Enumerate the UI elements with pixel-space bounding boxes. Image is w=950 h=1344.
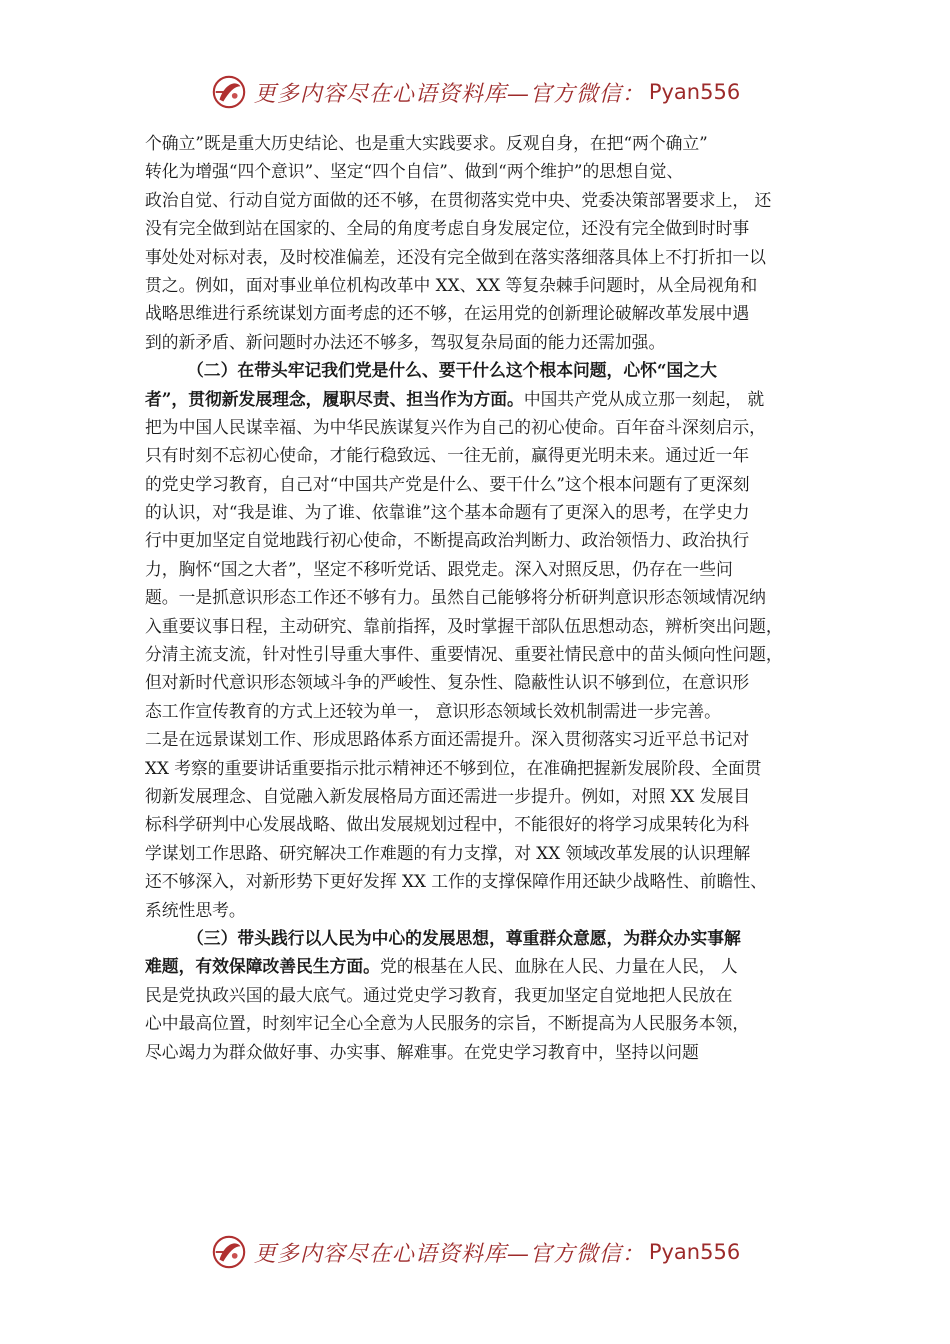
body-text: 民是党执政兴国的最大底气。通过党史学习教育，我更加坚定自觉地把人民放在 bbox=[145, 984, 733, 1005]
footer-watermark-banner bbox=[0, 1226, 950, 1278]
text-line bbox=[145, 129, 825, 157]
body-text: 把为中国人民谋幸福、为中华民族谋复兴作为自己的初心使命。百年奋斗深刻启示， bbox=[145, 416, 766, 437]
body-text: 事处处对标对表，及时校准偏差，还没有完全做到在落实落细落具体上不打折扣一以 bbox=[145, 246, 766, 267]
body-text: 的党史学习教育，自己对“中国共产党是什么、要干什么”这个根本问题有了更深刻 bbox=[145, 473, 750, 494]
banner-wechat-id: Pyan556 bbox=[648, 1240, 741, 1264]
text-line bbox=[145, 385, 825, 413]
body-text: 转化为增强“四个意识”、坚定“四个自信”、做到“两个维护”的思想自觉、 bbox=[145, 161, 684, 182]
text-line bbox=[145, 441, 825, 469]
text-line bbox=[145, 810, 825, 838]
banner-wechat-id: Pyan556 bbox=[648, 80, 741, 104]
body-text: XX 考察的重要讲话重要指示批示精神还不够到位，在准确把握新发展阶段、全面贯 bbox=[145, 757, 762, 778]
text-line bbox=[145, 526, 825, 554]
heading-text: 难题，有效保障改善民生方面。 bbox=[145, 956, 380, 977]
text-line bbox=[145, 1009, 825, 1037]
text-line bbox=[145, 356, 825, 384]
text-line bbox=[145, 952, 825, 980]
text-line bbox=[145, 583, 825, 611]
body-text: 二是在远景谋划工作、形成思路体系方面还需提升。深入贯彻落实习近平总书记对 bbox=[145, 729, 750, 750]
text-line bbox=[145, 725, 825, 753]
logo-icon bbox=[210, 1233, 248, 1271]
body-text: 到的新矛盾、新问题时办法还不够多，驾驭复杂局面的能力还需加强。 bbox=[145, 331, 666, 352]
text-line bbox=[145, 896, 825, 924]
body-text: 的认识，对“我是谁、为了谁、依靠谁”这个基本命题有了更深入的思考，在学史力 bbox=[145, 502, 750, 523]
body-text: 个确立”既是重大历史结论、也是重大实践要求。反观自身，在把“两个确立” bbox=[145, 133, 708, 153]
text-line bbox=[145, 157, 825, 185]
body-text: 中国共产党从成立那一刻起， 就 bbox=[523, 388, 765, 409]
body-text: 入重要议事日程，主动研究、靠前指挥，及时掌握干部队伍思想动态，辨析突出问题， bbox=[145, 615, 783, 636]
body-text: 分清主流支流，针对性引导重大事件、重要情况、重要社情民意中的苗头倾向性问题， bbox=[145, 644, 783, 665]
banner-text: 更多内容尽在心语资料库—官方微信： bbox=[253, 81, 645, 107]
document-body bbox=[145, 129, 825, 1066]
body-text: 但对新时代意识形态领域斗争的严峻性、复杂性、隐蔽性认识不够到位，在意识形 bbox=[145, 672, 750, 693]
text-line bbox=[145, 924, 825, 952]
body-text: 没有完全做到站在国家的、全局的角度考虑自身发展定位，还没有完全做到时时事 bbox=[145, 218, 750, 239]
body-text: 还不够深入，对新形势下更好发挥 XX 工作的支撑保障作用还缺少战略性、前瞻性、 bbox=[145, 871, 767, 892]
heading-text: 者”，贯彻新发展理念，履职尽责、担当作为方面。 bbox=[145, 388, 524, 409]
text-line bbox=[145, 612, 825, 640]
text-line bbox=[145, 413, 825, 441]
text-line bbox=[145, 214, 825, 242]
text-line bbox=[145, 186, 825, 214]
body-text: 只有时刻不忘初心使命，才能行稳致远、一往无前，赢得更光明未来。通过近一年 bbox=[145, 445, 750, 466]
body-text: 态工作宣传教育的方式上还较为单一， 意识形态领域长效机制需进一步完善。 bbox=[145, 700, 721, 721]
body-text: 题。一是抓意识形态工作还不够有力。虽然自己能够将分析研判意识形态领域情况纳 bbox=[145, 587, 766, 608]
body-text: 系统性思考。 bbox=[145, 899, 246, 920]
body-text: 学谋划工作思路、研究解决工作难题的有力支撑，对 XX 领域改革发展的认识理解 bbox=[145, 842, 751, 863]
text-line bbox=[145, 697, 825, 725]
body-text: 政治自觉、行动自觉方面做的还不够，在贯彻落实党中央、党委决策部署要求上， 还 bbox=[145, 189, 772, 210]
banner-text: 更多内容尽在心语资料库—官方微信： bbox=[253, 1241, 645, 1267]
text-line bbox=[145, 299, 825, 327]
text-line bbox=[145, 328, 825, 356]
body-text: 力，胸怀“国之大者”，坚定不移听党话、跟党走。深入对照反思，仍存在一些问 bbox=[145, 558, 733, 579]
body-text: 战略思维进行系统谋划方面考虑的还不够，在运用党的创新理论破解改革发展中遇 bbox=[145, 303, 750, 324]
text-line bbox=[145, 754, 825, 782]
heading-text: （二）在带头牢记我们党是什么、要干什么这个根本问题，心怀“国之大 bbox=[187, 360, 717, 381]
text-line bbox=[145, 243, 825, 271]
text-line bbox=[145, 470, 825, 498]
body-text: 彻新发展理念、自觉融入新发展格局方面还需进一步提升。例如，对照 XX 发展目 bbox=[145, 785, 751, 806]
body-text: 党的根基在人民、血脉在人民、力量在人民， 人 bbox=[379, 956, 738, 977]
text-line bbox=[145, 839, 825, 867]
body-text: 行中更加坚定自觉地践行初心使命，不断提高政治判断力、政治领悟力、政治执行 bbox=[145, 530, 750, 551]
text-line bbox=[145, 668, 825, 696]
body-text: 心中最高位置，时刻牢记全心全意为人民服务的宗旨，不断提高为人民服务本领， bbox=[145, 1013, 750, 1034]
text-line bbox=[145, 271, 825, 299]
header-watermark-banner bbox=[0, 66, 950, 118]
body-text: 贯之。例如，面对事业单位机构改革中 XX、XX 等复杂棘手问题时，从全局视角和 bbox=[145, 274, 758, 295]
text-line bbox=[145, 555, 825, 583]
text-line bbox=[145, 640, 825, 668]
logo-icon bbox=[210, 73, 248, 111]
text-line bbox=[145, 981, 825, 1009]
text-line bbox=[145, 867, 825, 895]
text-line bbox=[145, 782, 825, 810]
heading-text: （三）带头践行以人民为中心的发展思想，尊重群众意愿，为群众办实事解 bbox=[187, 927, 741, 948]
body-text: 尽心竭力为群众做好事、办实事、解难事。在党史学习教育中，坚持以问题 bbox=[145, 1041, 699, 1062]
body-text: 标科学研判中心发展战略、做出发展规划过程中，不能很好的将学习成果转化为科 bbox=[145, 814, 750, 835]
text-line bbox=[145, 498, 825, 526]
text-line bbox=[145, 1038, 825, 1066]
